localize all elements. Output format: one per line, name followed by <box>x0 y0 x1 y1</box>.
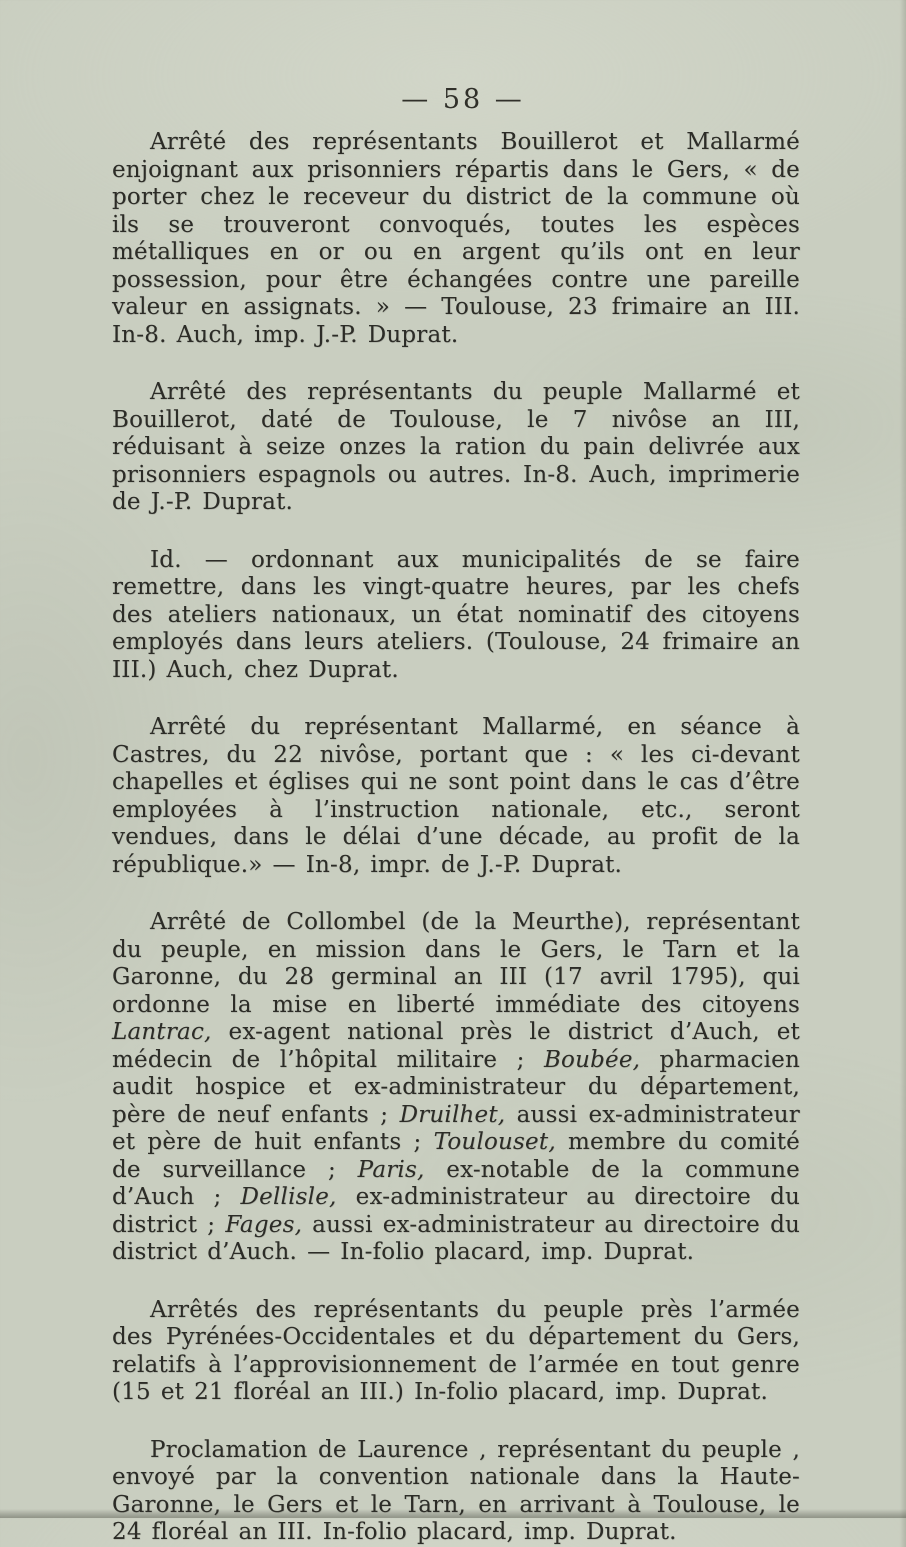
italic-name-text: Druilhet, <box>399 1101 506 1128</box>
paragraph <box>112 909 800 1267</box>
italic-name-text: Paris, <box>357 1156 425 1183</box>
italic-name-text: Toulouset, <box>433 1129 556 1155</box>
text-run: aussi ex-administrateur et père de huit enfants ; <box>112 1101 801 1155</box>
italic-name-text: Boubée, <box>543 1046 641 1073</box>
text-run: Proclamation de Laurence , représentant du peuple , envoyé par la convention nationale dans la Haute-Garonne, le Gers et le Tarn, en arrivant à Toulouse, le 24 floréal an III. In-folio placard, imp. Duprat. <box>112 1436 800 1545</box>
paragraph <box>112 129 800 349</box>
text-run: ex-administrateur au directoire du district ; <box>112 1184 801 1238</box>
italic-name-text: Dellisle, <box>240 1184 337 1210</box>
paragraph <box>112 547 800 685</box>
text-run: Arrêté des représentants Bouillerot et Mallarmé enjoignant aux prisonniers répartis dans le Gers, « de porter chez le receveur du district de la commune où ils se trouveront convoqués, toutes les espèces métalliques en or ou en argent qu’ils ont en leur possession, pour être échangées contre une pareille valeur en assignats. » — Toulouse, 23 frimaire an III. In-8. Auch, imp. J.-P. Duprat. <box>112 129 800 348</box>
paragraph <box>112 1437 800 1547</box>
text-run: Id. — ordonnant aux municipalités de se faire remettre, dans les vingt-quatre heures, par les chefs des ateliers nationaux, un état nominatif des citoyens employés dans leurs ateliers. (Toulouse, 24 frimaire an III.) Auch, chez Duprat. <box>112 546 800 683</box>
text-run: Arrêtés des représentants du peuple près l’armée des Pyrénées-Occidentales et du département du Gers, relatifs à l’approvisionnement de l’armée en tout genre (15 et 21 floréal an III.) In-folio placard, imp. Duprat. <box>112 1296 800 1405</box>
text-run: ex-notable de la commune d’Auch ; <box>112 1156 800 1210</box>
paragraph <box>112 379 800 517</box>
text-run: aussi ex-administrateur au directoire du district d’Auch. — In-folio placard, imp. Duprat. <box>112 1211 801 1265</box>
text-run: Arrêté du représentant Mallarmé, en séance à Castres, du 22 nivôse, portant que : « les ci-devant chapelles et églises qui ne sont point dans le cas d’être employées à l’instruction nationale, etc., seront vendues, dans le délai d’une décade, au profit de la république.» — In-8, impr. de J.-P. Duprat. <box>112 714 800 878</box>
italic-name-text: Lantrac, <box>112 1019 212 1045</box>
paragraph <box>112 1297 800 1407</box>
italic-name-text: Fages, <box>225 1211 303 1238</box>
text-run: pharmacien audit hospice et ex-administrateur du département, père de neuf enfants ; <box>112 1046 800 1128</box>
paragraph <box>112 714 800 879</box>
text-run: Arrêté des représentants du peuple Mallarmé et Bouillerot, daté de Toulouse, le 7 nivôse an III, réduisant à seize onzes la ration du pain delivrée aux prisonniers espagnols ou autres. In-8. Auch, imprimerie de J.-P. Duprat. <box>112 379 800 515</box>
text-run: membre du comité de surveillance ; <box>112 1129 800 1183</box>
text-run: Arrêté de Collombel (de la Meurthe), représentant du peuple, en mission dans le Gers, le Tarn et la Garonne, du 28 germinal an III (17 avril 1795), qui ordonne la mise en liberté immédiate des citoyens <box>112 909 800 1018</box>
text-run: ex-agent national près le district d’Auch, et médecin de l’hôpital militaire ; <box>112 1019 800 1073</box>
page-number: — 58 — <box>401 84 525 115</box>
page-text <box>112 129 800 1547</box>
